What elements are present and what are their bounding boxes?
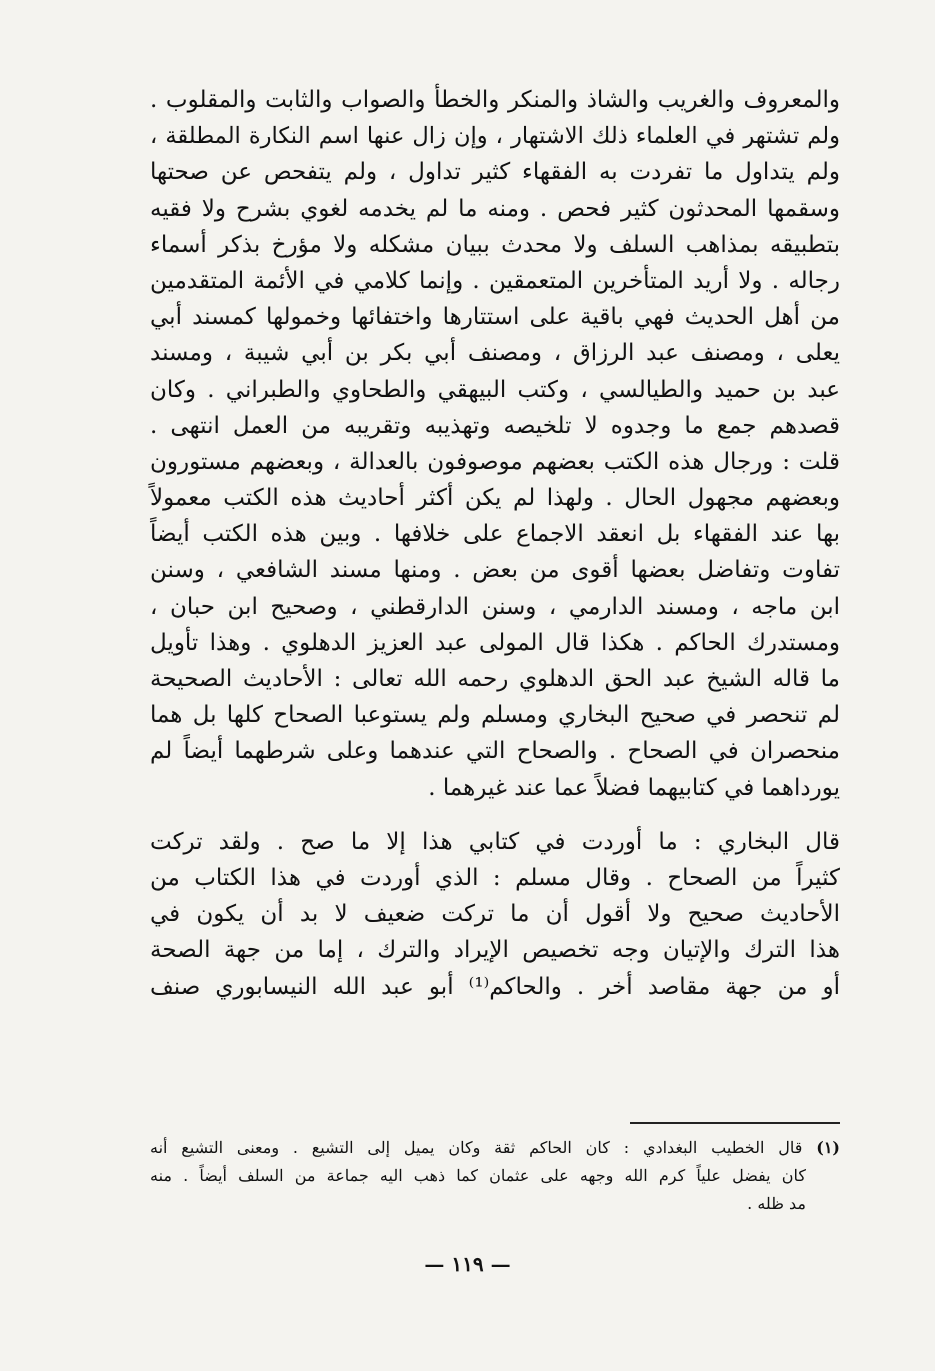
text-line: ما قاله الشيخ عبد الحق الدهلوي رحمه الله تعالى : الأحاديث الصحيحة — [150, 666, 840, 692]
footnote-line: مد ظله . — [747, 1194, 806, 1213]
text-line: كثيراً من الصحاح . وقال مسلم : الذي أوردت في هذا الكتاب من — [150, 864, 840, 891]
text-line: بها عند الفقهاء بل انعقد الاجماع على خلافها . وبين هذه الكتب أيضاً — [150, 521, 840, 548]
text-line: عبد بن حميد والطيالسي ، وكتب البيهقي والطحاوي والطبراني . وكان — [150, 376, 840, 403]
text-line: تفاوت وتفاضل بعضها أقوى من بعض . ومنها مسند الشافعي ، وسنن — [150, 557, 840, 584]
footnote-separator — [630, 1122, 840, 1124]
text-line: بتطبيقه بمذاهب السلف ولا محدث ببيان مشكله ولا مؤرخ بذكر أسماء — [150, 231, 840, 258]
text-line: الأحاديث صحيح ولا أقول أن ما تركت ضعيف لا بد أن يكون في — [150, 901, 840, 928]
text-line: وسقمها المحدثون كثير فحص . ومنه ما لم يخدمه لغوي بشرح ولا فقيه — [150, 195, 840, 222]
text-line: ابن ماجه ، ومسند الدارمي ، وسنن الدارقطني ، وصحيح ابن حبان ، — [150, 593, 840, 620]
footnote — [150, 1134, 840, 1218]
footnote-line: كان يفضل علياً كرم الله وجهه على عثمان كما ذهب اليه جماعة من السلف أيضاً . منه — [150, 1166, 806, 1185]
footnote-line-1 — [150, 1134, 840, 1162]
page-number: — ١١٩ — — [424, 1252, 511, 1276]
paragraph-gap — [150, 806, 840, 824]
text-line: ولم يتداول ما تفردت به الفقهاء كثير تداول ، ولم يتفحص عن صحتها — [150, 159, 840, 186]
text-line: وبعضهم مجهول الحال . ولهذا لم يكن أكثر أحاديث هذه الكتب معمولاً — [150, 485, 840, 512]
text-line: يعلى ، ومصنف عبد الرزاق ، ومصنف أبي بكر بن أبي شيبة ، ومسند — [150, 340, 840, 367]
text-line: قصدهم جمع ما وجدوه لا تلخيصه وتهذيبه وتقريبه من العمل انتهى . — [150, 412, 840, 439]
text-line: منحصران في الصحاح . والصحاح التي عندهما وعلى شرطهما أيضاً لم — [150, 738, 840, 765]
text-line: قلت : ورجال هذه الكتب بعضهم موصوفون بالعدالة ، وبعضهم مستورون — [150, 448, 840, 475]
main-text — [150, 82, 840, 1005]
text-line: لم تنحصر في صحيح البخاري ومسلم ولم يستوعبا الصحاح كلها بل هما — [150, 702, 840, 729]
text-line: والمعروف والغريب والشاذ والمنكر والخطأ والصواب والثابت والمقلوب . — [150, 87, 840, 113]
text-line: من أهل الحديث فهي باقية على استتارها واختفائها وخمولها كمسند أبي — [150, 304, 840, 331]
text-line: هذا الترك والإتيان وجه تخصيص الإيراد والترك ، إما من جهة الصحة — [150, 937, 840, 964]
footnote-number: (١) — [816, 1138, 840, 1157]
text-line: ومستدرك الحاكم . هكذا قال المولى عبد العزيز الدهلوي . وهذا تأويل — [150, 629, 840, 656]
text-line: قال البخاري : ما أوردت في كتابي هذا إلا ما صح . ولقد تركت — [150, 828, 840, 855]
text-line: يورداهما في كتابيهما فضلاً عما عند غيرهما . — [428, 774, 840, 801]
text-line: أو من جهة مقاصد أخر . والحاكم⁽¹⁾ أبو عبد الله النيسابوري صنف — [150, 973, 841, 1000]
footnote-text: قال الخطيب البغدادي : كان الحاكم ثقة وكان يميل إلى التشيع . ومعنى التشيع أنه — [150, 1138, 803, 1157]
text-line: ولم تشتهر في العلماء ذلك الاشتهار ، وإن زال عنها اسم النكارة المطلقة ، — [150, 123, 840, 150]
text-line: رجاله . ولا أريد المتأخرين المتعمقين . وإنما كلامي في الأئمة المتقدمين — [150, 267, 840, 294]
